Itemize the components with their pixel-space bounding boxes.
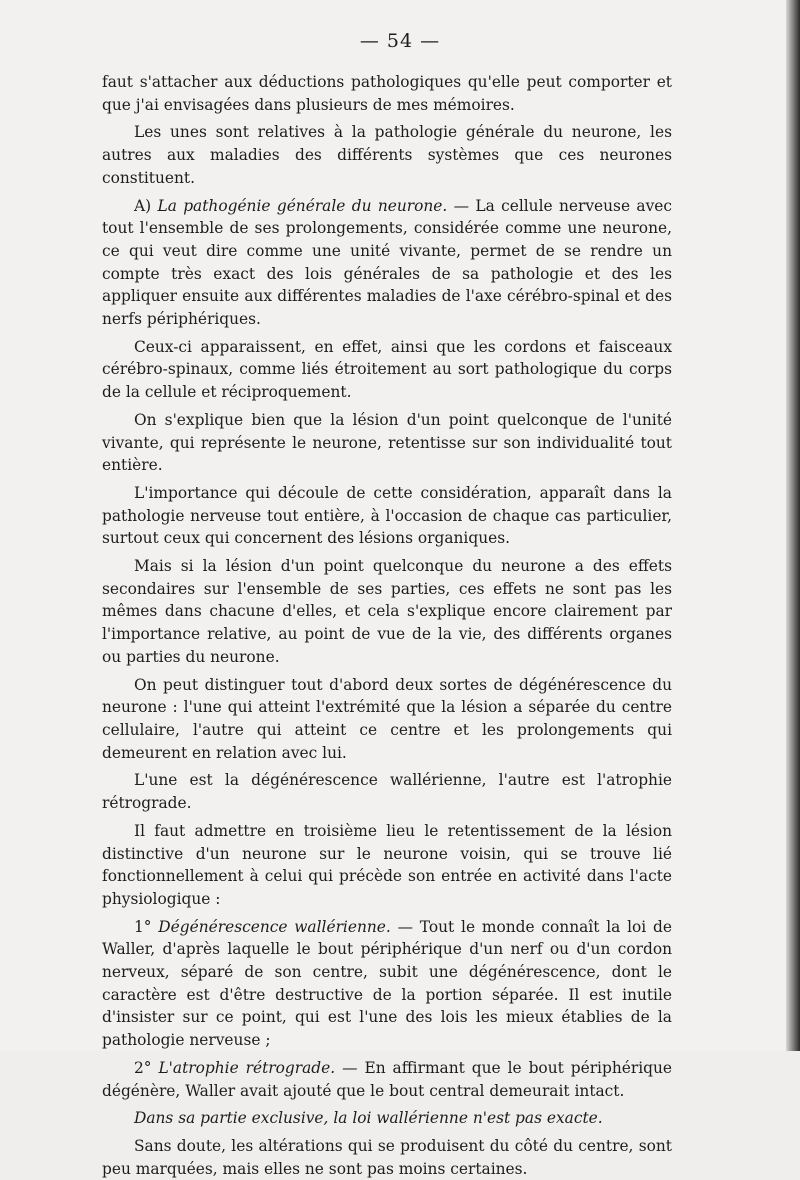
paragraph: 2° L'atrophie rétrograde. — En affirmant que le bout périphérique dégénère, Waller avait ajouté que le bout central demeurait intact. [102, 1058, 673, 1100]
paragraph: L'importance qui découle de cette considération, apparaît dans la pathologie nerveuse tout entière, à l'occasion de chaque cas particulier, surtout ceux qui concernent des lésions organiques. [102, 483, 672, 548]
paragraph: Dans sa partie exclusive, la loi wallérienne n'est pas exacte. [134, 1109, 603, 1128]
paragraph: A) La pathogénie générale du neurone. — La cellule nerveuse avec tout l'ensemble de ses prolongements, considérée comme une neurone, ce qui veut dire comme une unité vivante, permet de se rendre un compte très exact des lois générales de sa pathologie et des les appliquer ensuite aux différentes maladies de l'axe cérébro-spinal et des nerfs périphériques. [102, 196, 672, 329]
paragraph: On s'explique bien que la lésion d'un point quelconque de l'unité vivante, qui représente le neurone, retentisse sur son individualité tout entière. [102, 410, 672, 475]
paragraph: faut s'attacher aux déductions pathologiques qu'elle peut comporter et que j'ai envisagées dans plusieurs de mes mémoires. [102, 73, 672, 114]
section-heading: L'atrophie rétrograde. [158, 1058, 336, 1077]
paragraph: Mais si la lésion d'un point quelconque du neurone a des effets secondaires sur l'ensemble de ses parties, ces effets ne sont pas les mêmes dans chacune d'elles, et cela s'explique encore clairement par l'importance relative, au point de vue de la vie, des différents organes ou parties du neurone. [102, 557, 672, 666]
section-heading: Dégénérescence wallérienne. [158, 917, 391, 936]
page-edge-shadow [786, 0, 800, 1051]
section-heading: La pathogénie générale du neurone. [157, 196, 448, 215]
paragraph: Sans doute, les altérations qui se produisent du côté du centre, sont peu marquées, mais elles ne sont pas moins certaines. [102, 1136, 672, 1178]
paragraph: Il faut admettre en troisième lieu le retentissement de la lésion distinctive d'un neurone sur le neurone voisin, qui se trouve lié fonctionnellement à celui qui précède son entrée en activité dans l'acte physiologique : [102, 821, 672, 908]
paragraph: Ceux-ci apparaissent, en effet, ainsi que les cordons et faisceaux cérébro-spinaux, comme liés étroitement au sort pathologique du corps de la cellule et réciproquement. [102, 337, 672, 402]
paragraph: 1° Dégénérescence wallérienne. — Tout le monde connaît la loi de Waller, d'après laquelle le bout périphérique d'un nerf ou d'un cordon nerveux, séparé de son centre, subit une dégénérescence, dont le caractère est d'être destructive de la portion séparée. Il est inutile d'insister sur ce point, qui est l'une des lois les mieux établies de la pathologie nerveuse ; [102, 917, 672, 1050]
page-number: — 54 — [359, 30, 441, 52]
paragraph: Les unes sont relatives à la pathologie générale du neurone, les autres aux maladies des différents systèmes que ces neurones constituent. [102, 123, 672, 187]
body-text [102, 71, 672, 1180]
paragraph: L'une est la dégénérescence wallérienne, l'autre est l'atrophie rétrograde. [102, 771, 672, 813]
paragraph: On peut distinguer tout d'abord deux sortes de dégénérescence du neurone : l'une qui atteint l'extrémité que la lésion a séparée du centre cellulaire, l'autre qui atteint ce centre et les prolongements qui demeurent en relation avec lui. [102, 675, 672, 762]
